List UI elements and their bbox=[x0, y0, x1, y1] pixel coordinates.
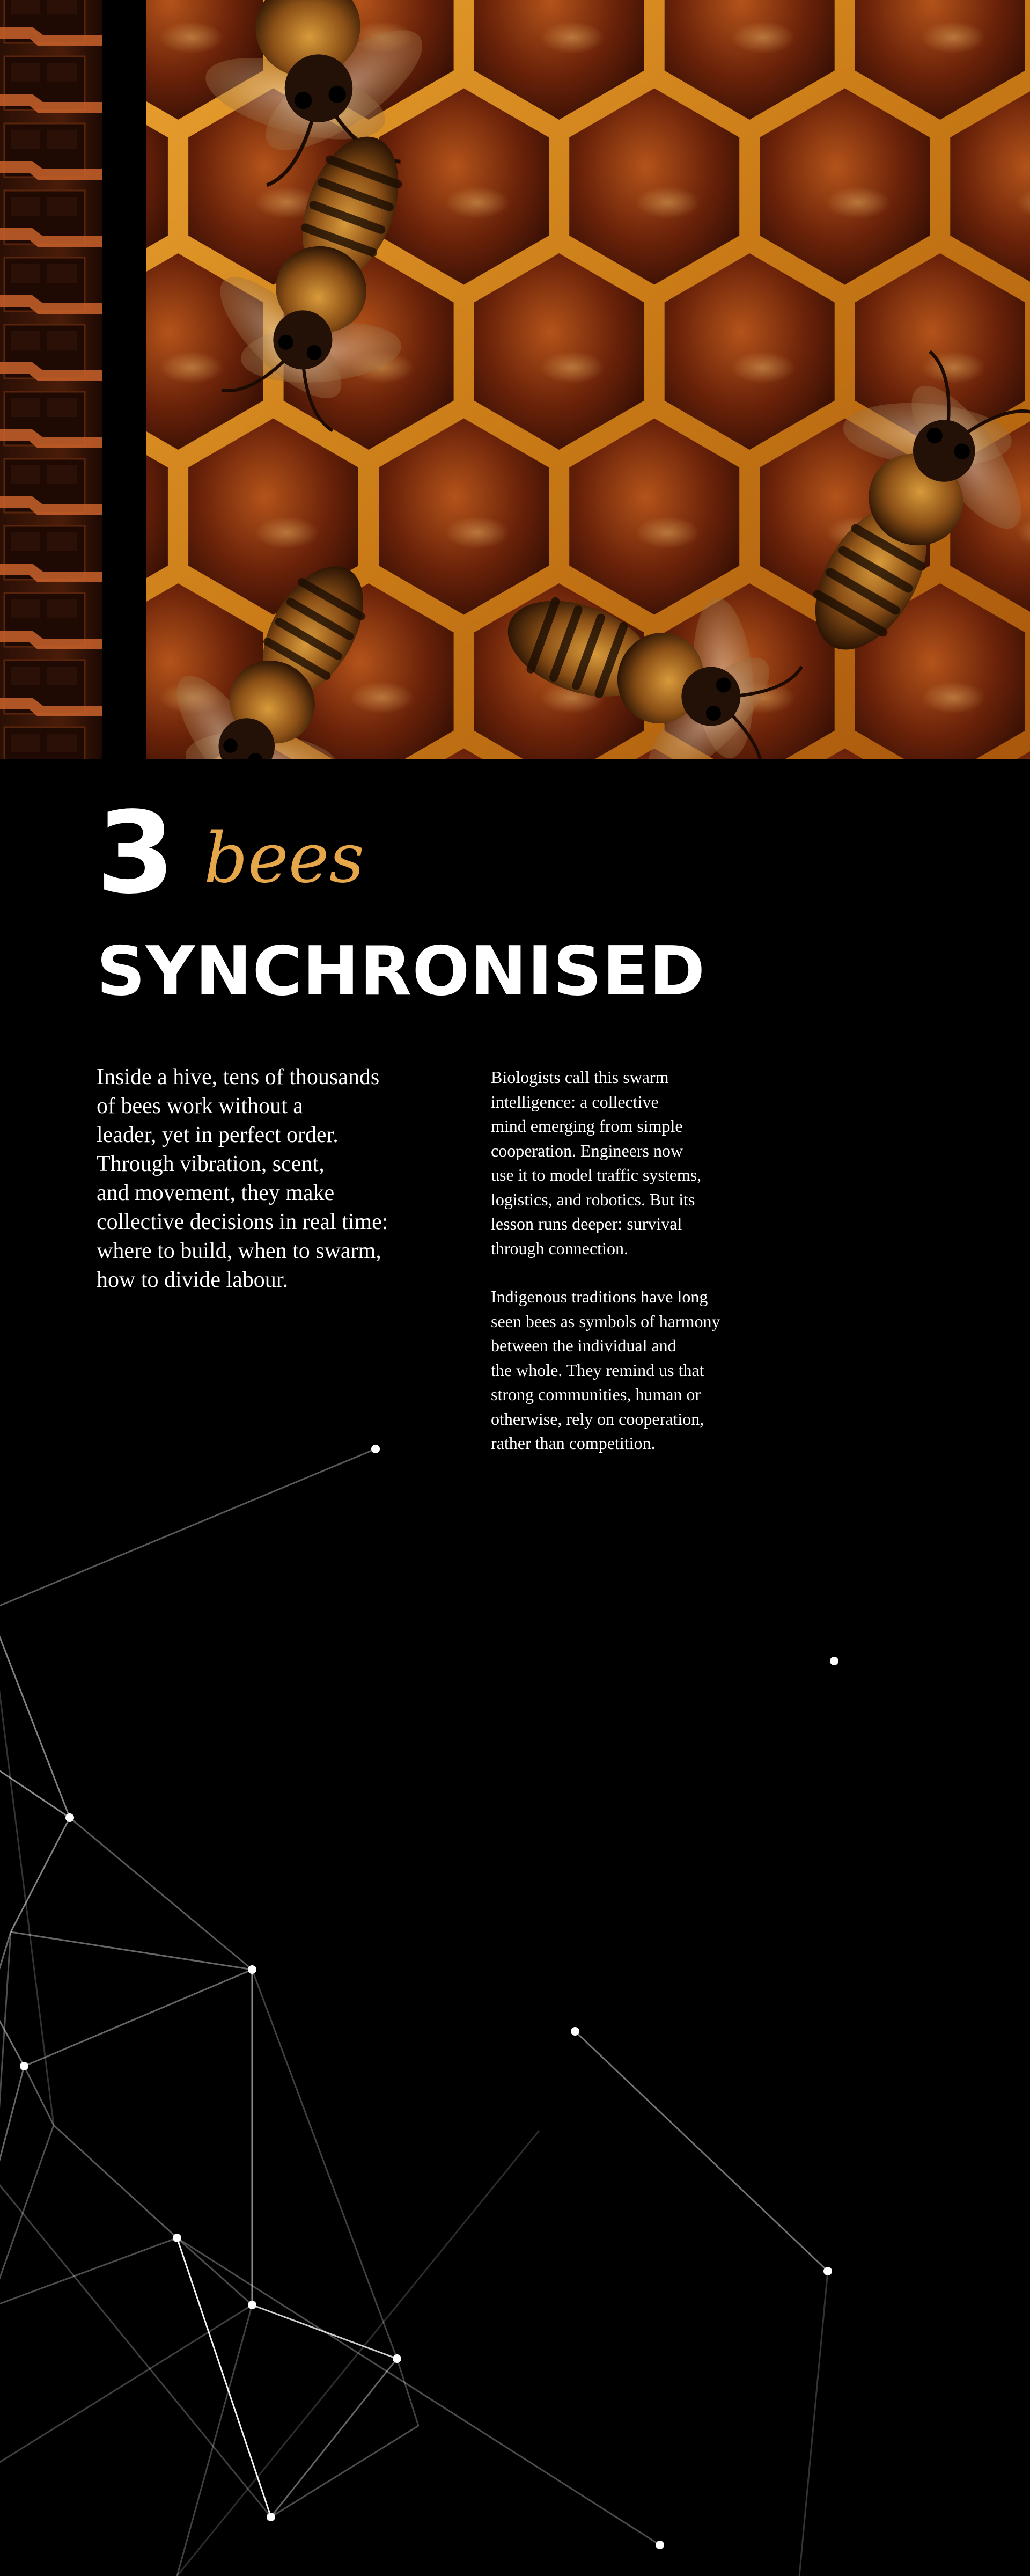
network-node bbox=[267, 2513, 275, 2521]
network-node bbox=[393, 2354, 401, 2363]
body-line: cooperation. Engineers now bbox=[491, 1140, 683, 1160]
intro-line: Through vibration, scent, bbox=[97, 1152, 325, 1176]
body-line: lesson runs deeper: survival bbox=[491, 1214, 682, 1233]
intro-line: leader, yet in perfect order. bbox=[97, 1123, 339, 1147]
story-number: 3 bbox=[97, 787, 173, 919]
intro-line: where to build, when to swarm, bbox=[97, 1239, 381, 1263]
hero-image bbox=[0, 0, 1030, 759]
network-node bbox=[571, 2027, 579, 2036]
body-line: Indigenous traditions have long bbox=[491, 1287, 708, 1306]
body-line: logistics, and robotics. But its bbox=[491, 1189, 695, 1209]
honeycomb-photo bbox=[146, 0, 1030, 759]
network-node bbox=[248, 1965, 256, 1974]
body-line: the whole. They remind us that bbox=[491, 1360, 704, 1380]
intro-column bbox=[97, 1063, 440, 1294]
body-line: strong communities, human or bbox=[491, 1385, 701, 1404]
intro-line: collective decisions in real time: bbox=[97, 1210, 388, 1234]
network-node bbox=[248, 2301, 256, 2309]
network-node bbox=[823, 2267, 832, 2275]
body-line: Biologists call this swarm bbox=[491, 1067, 669, 1087]
body-line: seen bees as symbols of harmony bbox=[491, 1311, 720, 1331]
body-line: mind emerging from simple bbox=[491, 1116, 683, 1136]
network-node bbox=[173, 2234, 181, 2242]
intro-line: how to divide labour. bbox=[97, 1268, 288, 1292]
network-node bbox=[830, 1657, 838, 1665]
body-line: rather than competition. bbox=[491, 1433, 656, 1453]
story-heading: SYNCHRONISED bbox=[97, 932, 706, 1011]
body-line: between the individual and bbox=[491, 1336, 676, 1355]
network-node bbox=[20, 2062, 28, 2070]
intro-line: and movement, they make bbox=[97, 1181, 335, 1205]
body-line: through connection. bbox=[491, 1238, 628, 1258]
network-node bbox=[371, 1445, 380, 1453]
intro-line: of bees work without a bbox=[97, 1094, 303, 1118]
network-graphic bbox=[0, 1395, 1030, 2576]
intro-line: Inside a hive, tens of thousands bbox=[97, 1065, 380, 1089]
body-line: intelligence: a collective bbox=[491, 1092, 659, 1111]
swarm-paragraph bbox=[491, 1065, 791, 1261]
film-strip-image bbox=[0, 0, 102, 759]
network-node bbox=[656, 2541, 664, 2549]
film-divider bbox=[102, 0, 146, 759]
story-subject: bees bbox=[204, 818, 365, 898]
body-line: use it to model traffic systems, bbox=[491, 1165, 702, 1184]
intro-paragraph bbox=[97, 1063, 440, 1294]
body-line: otherwise, rely on cooperation, bbox=[491, 1409, 704, 1429]
network-node bbox=[65, 1813, 74, 1822]
